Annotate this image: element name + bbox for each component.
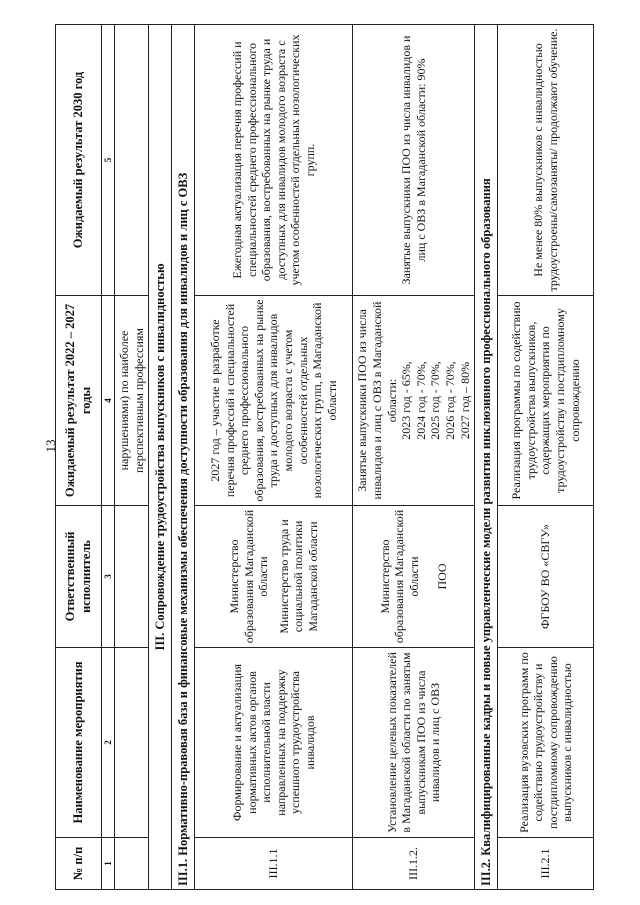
row-number: III.1.1 xyxy=(195,838,353,890)
col-number: 1 xyxy=(102,838,115,890)
result-2027: 2027 год – участие в разработке перечня профессий и специальностей среднего профессионального образования, востребованных на рынке труда и доступных для инвалидов молодого возраста с учетом особенностей отдельных нозологических групп, в Магаданской области xyxy=(195,296,353,506)
col-number: 2 xyxy=(102,648,115,838)
executor: ФГБОУ ВО «СВГУ» xyxy=(498,506,594,648)
measure-name: Реализация вузовских программ по содействию трудоустройству и постдипломному сопровождению выпускников с инвалидностью xyxy=(498,648,594,838)
col-number: 3 xyxy=(102,506,115,648)
result-2030: Не менее 80% выпускников с инвалидностью трудоустроены/самозаняты/ продолжают обучение. xyxy=(498,25,594,296)
row-number: III.1.2. xyxy=(353,838,475,890)
year-value: 2026 год - 70%, xyxy=(443,361,457,440)
executor xyxy=(195,506,353,648)
header-row xyxy=(56,25,102,890)
measures-table xyxy=(55,24,594,890)
result-2027 xyxy=(353,296,475,506)
measure-name: Установление целевых показателей в Магаданской области по занятым выпускникам ПОО из числа инвалидов и лиц с ОВЗ xyxy=(353,648,475,838)
subsection-row xyxy=(475,25,498,890)
subsection-title-1: III.1. Нормативно-правовая база и финансовые механизмы обеспечения доступности образования для инвалидов и лиц с ОВЗ xyxy=(172,25,195,890)
row-number: III.2.1 xyxy=(498,838,594,890)
header-executor: Ответственный исполнитель xyxy=(56,506,102,648)
header-result-2030: Ожидаемый результат 2030 год xyxy=(56,25,102,296)
col-number: 5 xyxy=(102,25,115,296)
subsection-row xyxy=(172,25,195,890)
year-value: 2027 год – 80% xyxy=(457,361,472,440)
year-value: 2024 год - 70%, xyxy=(413,361,428,440)
executor-line: Министерство образования Магаданской области xyxy=(226,509,271,644)
carry-over-row xyxy=(115,25,149,890)
result-2027: Реализация программы по содействию трудоустройства выпускников, содержащих мероприятия по трудоустройству и постдипломному сопровождению xyxy=(498,296,594,506)
section-title: III. Сопровождение трудоустройства выпускников с инвалидностью xyxy=(149,25,172,890)
section-row xyxy=(149,25,172,890)
executor xyxy=(353,506,475,648)
executor-line: Министерство труда и социальной политики Магаданской области xyxy=(276,519,320,634)
column-number-row xyxy=(102,25,115,890)
executor-line: Министерство образования Магаданской области xyxy=(377,509,421,644)
carry-over-text: нарушениями) по наиболее перспективным профессиям xyxy=(115,296,149,506)
subsection-title-2: III.2. Квалифицированные кадры и новые управленческие модели развития инклюзивного профессионального образования xyxy=(475,25,498,890)
header-num: № п/п xyxy=(56,838,102,890)
header-result-2027: Ожидаемый результат 2022 – 2027 годы xyxy=(56,296,102,506)
result-2030: Ежегодная актуализация перечня профессий и специальностей среднего профессионального образования, востребованных на рынке труда и доступных для инвалидов молодого возраста с учетом особенностей отдельных нозологических групп. xyxy=(195,25,353,296)
rotated-table-container xyxy=(55,25,625,890)
col-number: 4 xyxy=(102,296,115,506)
page-number: 13 xyxy=(43,439,58,453)
year-value: 2023 год - 65%, xyxy=(399,361,414,440)
executor-line: ПОО xyxy=(435,563,450,590)
header-name: Наименование мероприятия xyxy=(56,648,102,838)
result-intro: Занятые выпускники ПОО из числа инвалидов и лиц с ОВЗ в Магаданской области: xyxy=(355,301,399,500)
table-row xyxy=(498,25,594,890)
year-value: 2025 год - 70%, xyxy=(428,361,443,440)
table-row xyxy=(353,25,475,890)
result-2030: Занятые выпускники ПОО из числа инвалидов и лиц с ОВЗ в Магаданской области: 90% xyxy=(353,25,475,296)
table-row xyxy=(195,25,353,890)
measure-name: Формирование и актуализация нормативных актов органов исполнительной власти направленных на поддержку успешного трудоустройства инвалидов xyxy=(195,648,353,838)
